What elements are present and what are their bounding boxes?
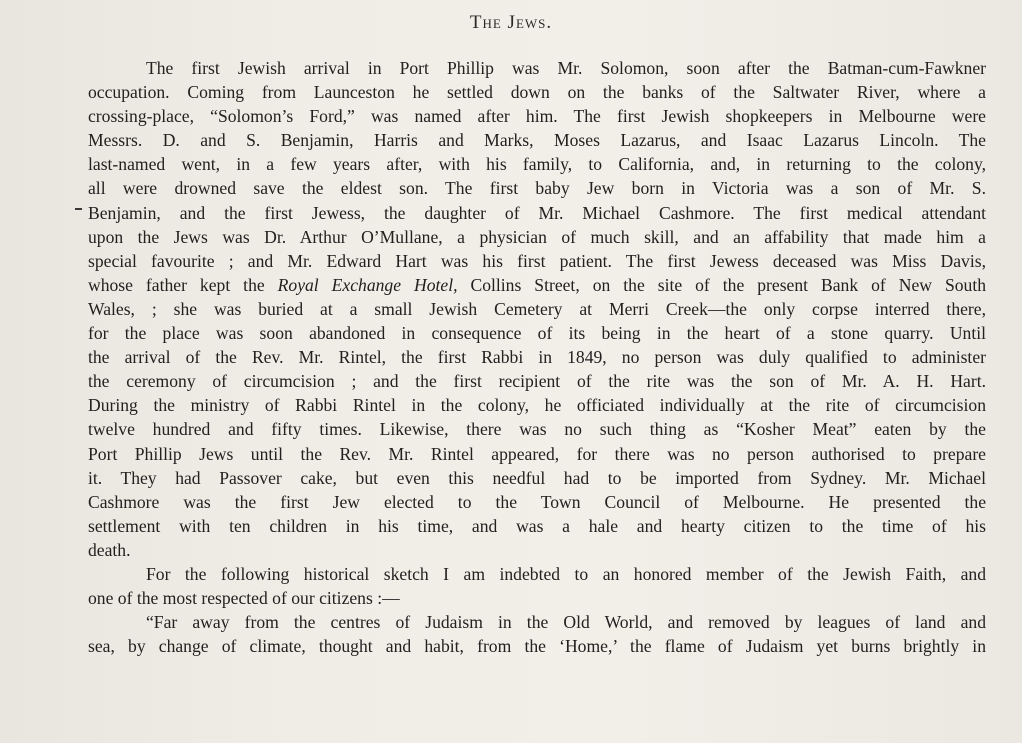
running-head: The Jews. — [469, 12, 553, 33]
text-line: upon the Jews was Dr. Arthur O’Mullane, a physician of much skill, and an affability that made him a — [88, 226, 986, 247]
text-line: Wales, ; she was buried at a small Jewish Cemetery at Merri Creek—the only corpse interred there, — [88, 298, 986, 319]
text-fragment: Collins Street, on the site of the present Bank of New South — [457, 274, 986, 295]
text-line: twelve hundred and fifty times. Likewise, there was no such thing as “Kosher Meat” eaten by the — [88, 419, 986, 440]
text-line: all were drowned save the eldest son. The first baby Jew born in Victoria was a son of Mr. S. — [88, 178, 986, 199]
margin-mark — [75, 208, 82, 210]
text-line: For the following historical sketch I am indebted to an honored member of the Jewish Faith, and — [146, 563, 986, 584]
text-line: crossing-place, “Solomon’s Ford,” was named after him. The first Jewish shopkeepers in Melbourne were — [88, 106, 986, 127]
text-line: it. They had Passover cake, but even this needful had to be imported from Sydney. Mr. Michael — [88, 467, 986, 488]
text-line: “Far away from the centres of Judaism in the Old World, and removed by leagues of land and — [146, 612, 986, 633]
text-line: Cashmore was the first Jew elected to the Town Council of Melbourne. He presented the — [88, 491, 986, 512]
text-fragment: whose father kept the — [88, 274, 278, 295]
text-line: During the ministry of Rabbi Rintel in the colony, he officiated individually at the rite of circumcision — [88, 395, 986, 416]
text-line: occupation. Coming from Launceston he settled down on the banks of the Saltwater River, where a — [88, 82, 986, 103]
text-line: The first Jewish arrival in Port Phillip was Mr. Solomon, soon after the Batman-cum-Fawkner — [146, 58, 986, 78]
body-text — [88, 56, 986, 658]
text-line: sea, by change of climate, thought and habit, from the ‘Home,’ the flame of Judaism yet burns brightly in — [88, 636, 986, 657]
text-line: settlement with ten children in his time, and was a hale and hearty citizen to the time of his — [88, 515, 986, 536]
text-line — [88, 273, 986, 297]
text-line: death. — [88, 539, 131, 560]
text-line: one of the most respected of our citizens :— — [88, 588, 400, 609]
text-line: last-named went, in a few years after, with his family, to California, and, in returning to the colony, — [88, 154, 986, 175]
text-line: for the place was soon abandoned in consequence of its being in the heart of a stone quarry. Until — [88, 323, 986, 344]
text-line: Benjamin, and the first Jewess, the daughter of Mr. Michael Cashmore. The first medical attendant — [88, 202, 986, 223]
italic-hotel-name: Royal Exchange Hotel, — [277, 274, 458, 295]
text-line: the arrival of the Rev. Mr. Rintel, the first Rabbi in 1849, no person was duly qualified to administer — [88, 347, 986, 368]
text-line: Port Phillip Jews until the Rev. Mr. Rintel appeared, for there was no person authorised to prepare — [88, 443, 986, 464]
text-line: Messrs. D. and S. Benjamin, Harris and Marks, Moses Lazarus, and Isaac Lazarus Lincoln. The — [88, 130, 986, 151]
text-line: special favourite ; and Mr. Edward Hart was his first patient. The first Jewess deceased was Miss Davis, — [88, 250, 986, 271]
text-line: the ceremony of circumcision ; and the first recipient of the rite was the son of Mr. A. H. Hart. — [88, 371, 986, 392]
